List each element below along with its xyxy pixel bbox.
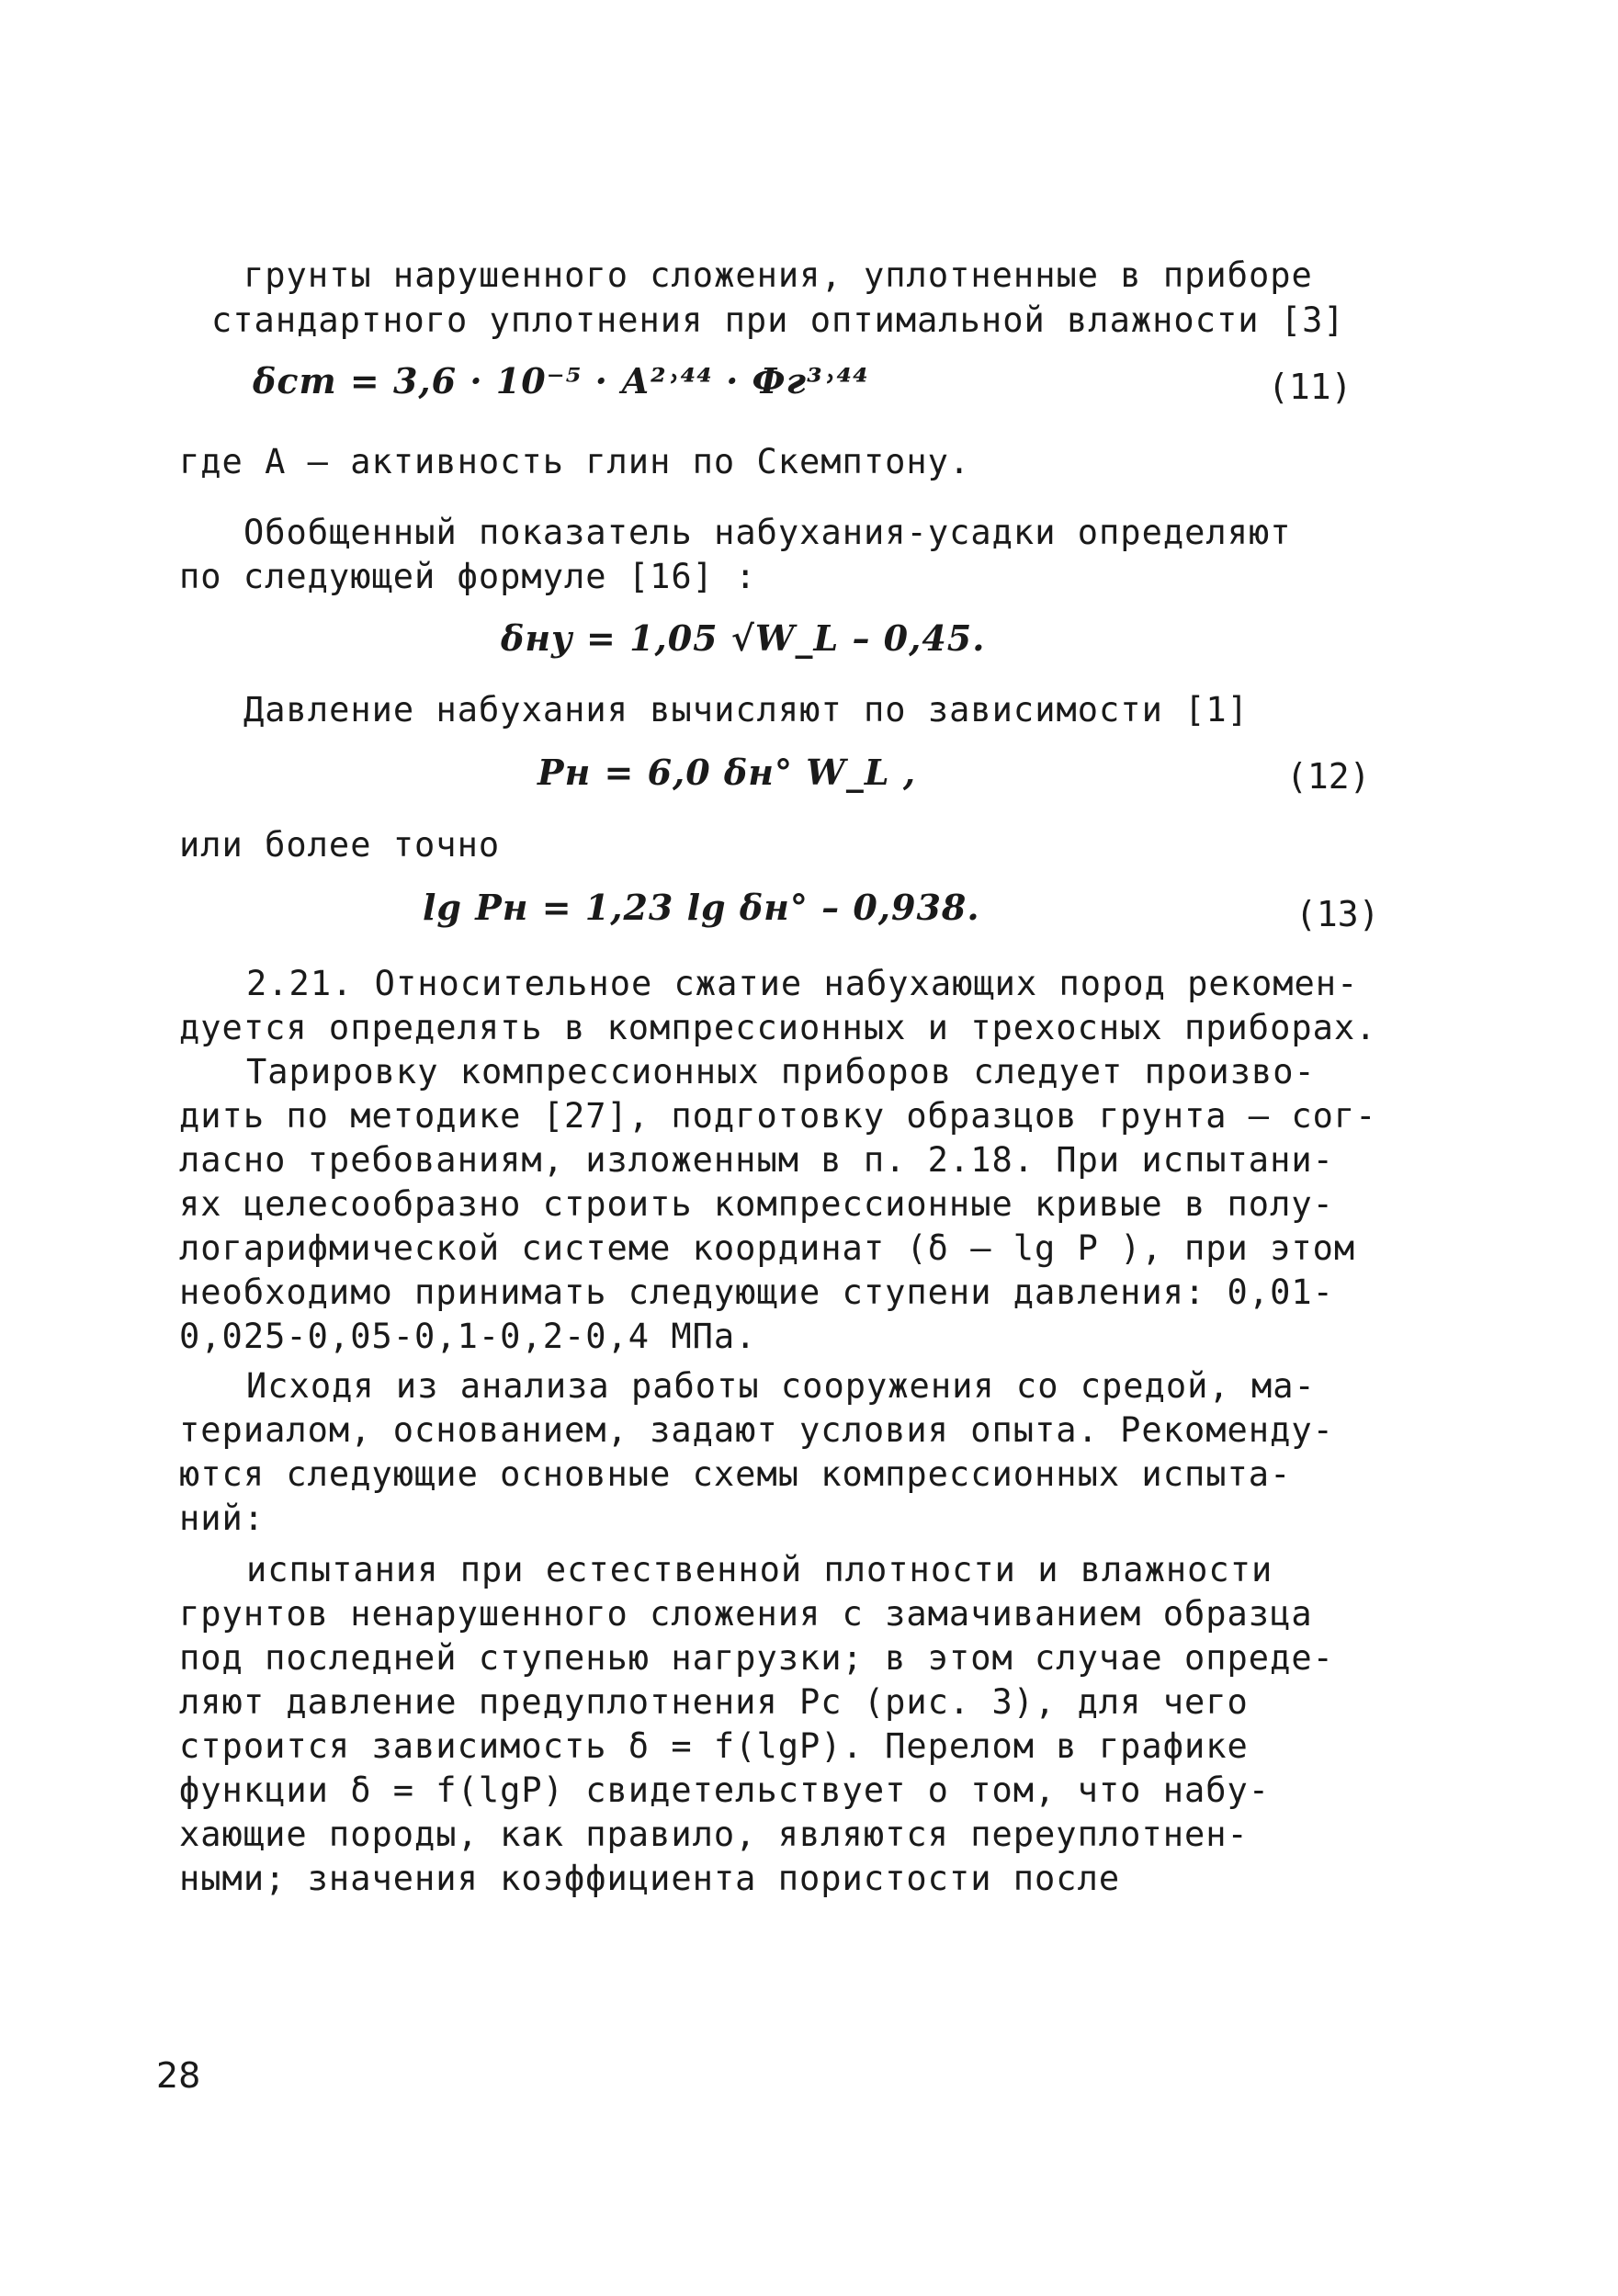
formula-swelling-index: δну = 1,05 √W_L – 0,45.: [501, 617, 986, 659]
text-line: строится зависимость δ = f(lgP). Перелом в графике: [179, 1726, 1249, 1766]
text-line: ются следующие основные схемы компрессионных испыта-: [179, 1454, 1292, 1494]
equation-number: (12): [1286, 756, 1371, 797]
text-line: ях целесообразно строить компрессионные кривые в полу-: [179, 1184, 1334, 1224]
formula-11: δст = 3,6 · 10⁻⁵ · А²˒⁴⁴ · Фг³˒⁴⁴: [253, 360, 869, 402]
equation-number: (13): [1296, 894, 1380, 934]
text-line: дить по методике [27], подготовку образцов грунта – сог-: [179, 1096, 1377, 1136]
text-line: Тарировку компрессионных приборов следует произво-: [246, 1052, 1316, 1091]
formula-12: Pн = 6,0 δн° W_L ,: [537, 752, 917, 793]
text-line: стандартного уплотнения при оптимальной влажности [3]: [211, 300, 1345, 340]
text-line: Исходя из анализа работы сооружения со средой, ма-: [246, 1366, 1316, 1406]
text-line: 2.21. Относительное сжатие набухающих пород рекомен-: [246, 964, 1359, 1003]
text-line: дуется определять в компрессионных и трехосных приборах.: [179, 1008, 1377, 1047]
text-line: хающие породы, как правило, являются переуплотнен-: [179, 1815, 1249, 1854]
text-line: ляют давление предуплотнения Pc (рис. 3), для чего: [179, 1682, 1249, 1722]
text-line: Обобщенный показатель набухания-усадки определяют: [243, 513, 1292, 552]
text-line: функции δ = f(lgP) свидетельствует о том, что набу-: [179, 1770, 1271, 1810]
text-line: по следующей формуле [16] :: [179, 557, 757, 596]
text-line: под последней ступенью нагрузки; в этом случае опреде-: [179, 1638, 1334, 1678]
text-line: грунтов ненарушенного сложения с замачиванием образца: [179, 1594, 1313, 1634]
text-line: необходимо принимать следующие ступени давления: 0,01-: [179, 1272, 1334, 1312]
text-line: логарифмической системе координат (δ – lg P ), при этом: [179, 1228, 1356, 1268]
text-line: ний:: [179, 1499, 266, 1538]
equation-number: (11): [1268, 367, 1352, 407]
page-number: 28: [156, 2055, 201, 2096]
text-line: или более точно: [179, 825, 501, 865]
text-line: ласно требованиям, изложенным в п. 2.18. При испытани-: [179, 1140, 1334, 1180]
text-line: Давление набухания вычисляют по зависимости [1]: [243, 690, 1249, 730]
formula-13: lg Pн = 1,23 lg δн° – 0,938.: [423, 887, 980, 928]
text-line: териалом, основанием, задают условия опыта. Рекоменду-: [179, 1410, 1334, 1450]
text-line: 0,025-0,05-0,1-0,2-0,4 МПа.: [179, 1317, 757, 1356]
text-line: испытания при естественной плотности и влажности: [246, 1550, 1273, 1589]
text-line: ными; значения коэффициента пористости после: [179, 1859, 1121, 1898]
text-line: где А – активность глин по Скемптону.: [179, 442, 971, 481]
text-line: грунты нарушенного сложения, уплотненные в приборе: [243, 255, 1313, 295]
